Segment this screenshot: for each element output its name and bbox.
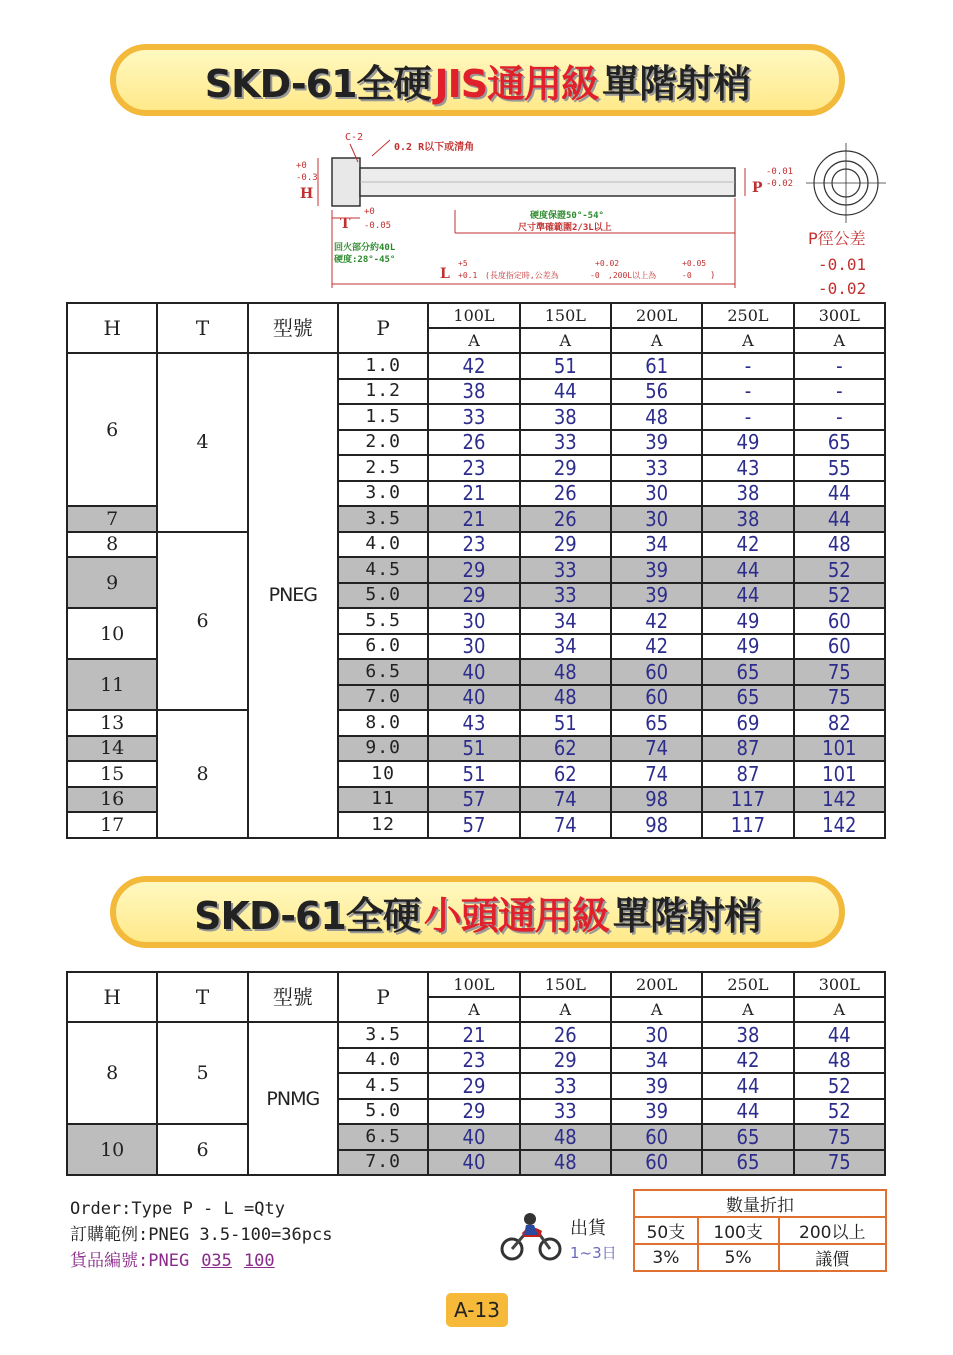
- price-cell: 60: [611, 1150, 702, 1176]
- model-cell: PNEG: [248, 353, 338, 838]
- price-cell: 48: [520, 659, 611, 685]
- p-cell: 10: [338, 761, 428, 787]
- price-cell: 74: [520, 812, 611, 838]
- p-cell: 7.0: [338, 1150, 428, 1176]
- price-cell: 62: [520, 761, 611, 787]
- price-cell: 74: [611, 761, 702, 787]
- end-view-icon: [806, 143, 886, 223]
- price-cell: 38: [702, 506, 793, 532]
- p-cell: 4.0: [338, 1048, 428, 1074]
- pin-diagram: [290, 128, 910, 308]
- price-cell: 44: [702, 1099, 793, 1125]
- l-tol-plus: +5: [458, 259, 468, 268]
- h-cell: 17: [67, 812, 157, 838]
- price-cell: 52: [794, 583, 885, 609]
- p-cell: 5.0: [338, 583, 428, 609]
- radius-note: 0.2 R以下或清角: [394, 142, 475, 153]
- price-cell: 51: [428, 761, 519, 787]
- h-cell: 10: [67, 1124, 157, 1175]
- l-tol2: +0.02: [595, 259, 620, 268]
- table-row: [67, 532, 885, 558]
- hardness-note2: 尺寸準確範圍2/3L以上: [518, 223, 612, 233]
- header-h: H: [67, 972, 157, 1022]
- p-cell: 8.0: [338, 710, 428, 736]
- price-cell: 42: [702, 532, 793, 558]
- price-cell: 33: [520, 430, 611, 456]
- banner2-title-part1: SKD-61全硬: [194, 893, 420, 938]
- header-sub-a: A: [611, 997, 702, 1022]
- l-label: L: [440, 266, 450, 282]
- price-cell: 57: [428, 812, 519, 838]
- price-cell: 60: [611, 685, 702, 711]
- price-cell: 39: [611, 1073, 702, 1099]
- temper-note2: 硬度:28°-45°: [334, 255, 396, 265]
- h-cell: 9: [67, 557, 157, 608]
- banner2-title-part2: 小頭通用級: [423, 893, 609, 938]
- price-cell: 56: [611, 379, 702, 405]
- price-cell: -: [702, 353, 793, 379]
- t-label: T: [340, 216, 351, 232]
- price-cell: 44: [520, 379, 611, 405]
- p-tol-plus: -0.01: [766, 167, 794, 177]
- price-cell: 55: [794, 455, 885, 481]
- price-cell: 49: [702, 430, 793, 456]
- price-cell: 44: [702, 583, 793, 609]
- price-cell: 40: [428, 1150, 519, 1176]
- pneg-spec-table: [66, 302, 886, 839]
- price-cell: 52: [794, 557, 885, 583]
- h-cell: 15: [67, 761, 157, 787]
- price-cell: 48: [520, 1124, 611, 1150]
- price-cell: 39: [611, 583, 702, 609]
- header-length: 100L: [428, 972, 519, 997]
- discount-col-2: 100支: [698, 1217, 779, 1244]
- h-cell: 7: [67, 506, 157, 532]
- shipping-info: [500, 1205, 620, 1270]
- price-cell: 34: [520, 608, 611, 634]
- discount-col-3: 200以上: [779, 1217, 886, 1244]
- price-cell: 26: [520, 481, 611, 507]
- header-t: T: [157, 303, 247, 353]
- price-cell: 26: [520, 506, 611, 532]
- p-cell: 1.0: [338, 353, 428, 379]
- price-cell: 29: [520, 1048, 611, 1074]
- h-tol-minus: -0.3: [296, 173, 318, 183]
- price-cell: 117: [702, 787, 793, 813]
- t-cell: 8: [157, 710, 247, 838]
- p-cell: 9.0: [338, 736, 428, 762]
- price-cell: 57: [428, 787, 519, 813]
- price-cell: -: [702, 404, 793, 430]
- order-example: 訂購範例:PNEG 3.5-100=36pcs: [70, 1225, 333, 1245]
- price-cell: 33: [520, 557, 611, 583]
- p-cell: 4.5: [338, 1073, 428, 1099]
- price-cell: 23: [428, 532, 519, 558]
- price-cell: 52: [794, 1073, 885, 1099]
- price-cell: 29: [428, 583, 519, 609]
- table-row: [67, 353, 885, 379]
- header-sub-a: A: [428, 328, 519, 353]
- price-cell: 26: [428, 430, 519, 456]
- t-cell: 6: [157, 1124, 247, 1175]
- page-number: A-13: [446, 1293, 508, 1327]
- price-cell: 60: [794, 634, 885, 660]
- banner2-title-part3: 單階射梢: [612, 893, 761, 938]
- price-cell: 34: [611, 532, 702, 558]
- price-cell: 117: [702, 812, 793, 838]
- price-cell: 61: [611, 353, 702, 379]
- header-sub-a: A: [611, 328, 702, 353]
- price-cell: 42: [428, 353, 519, 379]
- banner-title-part2: JIS通用級: [434, 61, 599, 106]
- price-cell: 30: [611, 481, 702, 507]
- t-tol-plus: +0: [364, 207, 375, 217]
- header-sub-a: A: [794, 997, 885, 1022]
- p-tol-minus: -0.02: [766, 179, 794, 189]
- shipping-days: 1~3日: [570, 1244, 617, 1262]
- price-cell: 26: [520, 1022, 611, 1048]
- price-cell: 29: [520, 532, 611, 558]
- price-cell: 38: [702, 481, 793, 507]
- price-cell: 49: [702, 608, 793, 634]
- price-cell: 43: [702, 455, 793, 481]
- price-cell: 69: [702, 710, 793, 736]
- pnmg-spec-table: [66, 971, 886, 1176]
- h-label: H: [300, 186, 314, 202]
- price-cell: 65: [611, 710, 702, 736]
- p-cell: 2.5: [338, 455, 428, 481]
- item-code-1: 035: [201, 1251, 232, 1271]
- p-tol-v1: -0.01: [818, 255, 867, 274]
- price-cell: 65: [702, 1124, 793, 1150]
- price-cell: 65: [702, 685, 793, 711]
- price-cell: 38: [428, 379, 519, 405]
- price-cell: 60: [794, 608, 885, 634]
- price-cell: 33: [428, 404, 519, 430]
- price-cell: 48: [520, 1150, 611, 1176]
- price-cell: 52: [794, 1099, 885, 1125]
- price-cell: 42: [611, 634, 702, 660]
- price-cell: 39: [611, 430, 702, 456]
- header-p: P: [338, 303, 428, 353]
- price-cell: 44: [794, 506, 885, 532]
- header-length: 150L: [520, 972, 611, 997]
- price-cell: 33: [520, 1099, 611, 1125]
- chamfer-label: C-2: [345, 132, 364, 143]
- price-cell: 29: [428, 1099, 519, 1125]
- t-cell: 4: [157, 353, 247, 532]
- price-cell: 65: [794, 430, 885, 456]
- price-cell: 30: [611, 506, 702, 532]
- price-cell: 48: [520, 685, 611, 711]
- price-cell: 38: [520, 404, 611, 430]
- price-cell: 101: [794, 761, 885, 787]
- discount-col-1: 50支: [634, 1217, 698, 1244]
- l-close: ): [710, 271, 716, 281]
- l-tol-minus: +0.1: [458, 271, 478, 280]
- price-cell: 48: [611, 404, 702, 430]
- price-cell: 51: [520, 710, 611, 736]
- header-t: T: [157, 972, 247, 1022]
- p-cell: 4.0: [338, 532, 428, 558]
- p-cell: 2.0: [338, 430, 428, 456]
- item-code-row: [70, 1248, 332, 1274]
- price-cell: 42: [702, 1048, 793, 1074]
- price-cell: 75: [794, 659, 885, 685]
- price-cell: 74: [611, 736, 702, 762]
- discount-val-1: 3%: [634, 1244, 698, 1271]
- p-tol-title: P徑公差: [808, 229, 866, 248]
- header-sub-a: A: [794, 328, 885, 353]
- header-sub-a: A: [702, 328, 793, 353]
- p-cell: 6.0: [338, 634, 428, 660]
- price-cell: 23: [428, 455, 519, 481]
- item-code-2: 100: [243, 1251, 275, 1271]
- l-tol2b: -0: [590, 271, 600, 280]
- price-cell: 51: [428, 736, 519, 762]
- price-cell: -: [794, 379, 885, 405]
- price-cell: 44: [702, 557, 793, 583]
- title-banner: [110, 44, 845, 116]
- p-cell: 3.0: [338, 481, 428, 507]
- order-info: [70, 1196, 332, 1274]
- price-cell: 40: [428, 1124, 519, 1150]
- price-cell: 29: [428, 1073, 519, 1099]
- t-cell: 6: [157, 532, 247, 711]
- price-cell: 98: [611, 812, 702, 838]
- p-cell: 5.0: [338, 1099, 428, 1125]
- header-model: 型號: [248, 972, 338, 1022]
- header-h: H: [67, 303, 157, 353]
- price-cell: 142: [794, 812, 885, 838]
- t-tol-minus: -0.05: [364, 221, 392, 231]
- price-cell: 34: [520, 634, 611, 660]
- l-note2: ,200L以上為: [608, 271, 657, 280]
- price-cell: 40: [428, 659, 519, 685]
- header-sub-a: A: [702, 997, 793, 1022]
- header-sub-a: A: [520, 328, 611, 353]
- price-cell: 75: [794, 1150, 885, 1176]
- table-row: [67, 710, 885, 736]
- h-cell: 6: [67, 353, 157, 506]
- l-note: (長度指定時,公差為: [485, 271, 559, 280]
- h-cell: 14: [67, 736, 157, 762]
- p-cell: 6.5: [338, 659, 428, 685]
- price-cell: 60: [611, 1124, 702, 1150]
- l-tol3b: -0: [682, 271, 692, 280]
- price-cell: 101: [794, 736, 885, 762]
- p-cell: 11: [338, 787, 428, 813]
- header-model: 型號: [248, 303, 338, 353]
- price-cell: 29: [428, 557, 519, 583]
- header-length: 300L: [794, 303, 885, 328]
- price-cell: 21: [428, 506, 519, 532]
- header-sub-a: A: [520, 997, 611, 1022]
- price-cell: -: [794, 404, 885, 430]
- h-cell: 8: [67, 532, 157, 558]
- temper-note1: 回火部分約40L: [334, 243, 396, 253]
- header-sub-a: A: [428, 997, 519, 1022]
- price-cell: 75: [794, 685, 885, 711]
- price-cell: -: [702, 379, 793, 405]
- price-cell: 33: [520, 1073, 611, 1099]
- price-cell: 65: [702, 1150, 793, 1176]
- price-cell: 29: [520, 455, 611, 481]
- banner-title-part3: 單階射梢: [602, 61, 751, 106]
- price-cell: 48: [794, 532, 885, 558]
- price-cell: 44: [794, 1022, 885, 1048]
- header-length: 200L: [611, 303, 702, 328]
- price-cell: 23: [428, 1048, 519, 1074]
- p-cell: 5.5: [338, 608, 428, 634]
- title-banner-2: [110, 876, 845, 948]
- discount-title: 數量折扣: [634, 1190, 886, 1217]
- h-cell: 11: [67, 659, 157, 710]
- p-cell: 3.5: [338, 1022, 428, 1048]
- price-cell: 42: [611, 608, 702, 634]
- h-cell: 13: [67, 710, 157, 736]
- price-cell: 98: [611, 787, 702, 813]
- price-cell: 62: [520, 736, 611, 762]
- price-cell: 75: [794, 1124, 885, 1150]
- p-label: P: [752, 180, 763, 196]
- price-cell: 51: [520, 353, 611, 379]
- price-cell: 34: [611, 1048, 702, 1074]
- price-cell: 44: [702, 1073, 793, 1099]
- price-cell: 142: [794, 787, 885, 813]
- motorcycle-icon: [500, 1205, 562, 1265]
- t-cell: 5: [157, 1022, 247, 1124]
- header-length: 200L: [611, 972, 702, 997]
- discount-val-3: 議價: [779, 1244, 886, 1271]
- p-tol-v2: -0.02: [818, 279, 867, 298]
- p-cell: 12: [338, 812, 428, 838]
- order-format: Order:Type P - L =Qty: [70, 1199, 285, 1219]
- price-cell: -: [794, 353, 885, 379]
- discount-val-2: 5%: [698, 1244, 779, 1271]
- price-cell: 30: [428, 608, 519, 634]
- table-row: [67, 1124, 885, 1150]
- price-cell: 60: [611, 659, 702, 685]
- price-cell: 87: [702, 736, 793, 762]
- model-cell: PNMG: [248, 1022, 338, 1175]
- price-cell: 87: [702, 761, 793, 787]
- price-cell: 48: [794, 1048, 885, 1074]
- h-cell: 16: [67, 787, 157, 813]
- price-cell: 43: [428, 710, 519, 736]
- header-p: P: [338, 972, 428, 1022]
- price-cell: 21: [428, 1022, 519, 1048]
- price-cell: 30: [428, 634, 519, 660]
- header-length: 250L: [702, 303, 793, 328]
- price-cell: 33: [611, 455, 702, 481]
- quantity-discount-table: [633, 1189, 887, 1272]
- price-cell: 65: [702, 659, 793, 685]
- price-cell: 39: [611, 557, 702, 583]
- banner-title-part1: SKD-61全硬: [204, 61, 431, 106]
- header-length: 100L: [428, 303, 519, 328]
- price-cell: 30: [611, 1022, 702, 1048]
- price-cell: 44: [794, 481, 885, 507]
- price-cell: 39: [611, 1099, 702, 1125]
- header-length: 250L: [702, 972, 793, 997]
- price-cell: 82: [794, 710, 885, 736]
- price-cell: 21: [428, 481, 519, 507]
- l-tol3: +0.05: [682, 259, 707, 268]
- header-length: 150L: [520, 303, 611, 328]
- table-row: [67, 1022, 885, 1048]
- price-cell: 38: [702, 1022, 793, 1048]
- header-length: 300L: [794, 972, 885, 997]
- shipping-label: 出貨: [570, 1218, 606, 1239]
- price-cell: 49: [702, 634, 793, 660]
- h-cell: 10: [67, 608, 157, 659]
- p-cell: 3.5: [338, 506, 428, 532]
- price-cell: 33: [520, 583, 611, 609]
- p-cell: 1.5: [338, 404, 428, 430]
- price-cell: 74: [520, 787, 611, 813]
- h-cell: 8: [67, 1022, 157, 1124]
- item-code-label: 貨品編號:PNEG: [70, 1251, 190, 1271]
- p-cell: 4.5: [338, 557, 428, 583]
- hardness-note1: 硬度保證50°-54°: [530, 211, 604, 221]
- p-cell: 7.0: [338, 685, 428, 711]
- h-tol-plus: +0: [296, 161, 307, 171]
- price-cell: 40: [428, 685, 519, 711]
- p-cell: 1.2: [338, 379, 428, 405]
- p-cell: 6.5: [338, 1124, 428, 1150]
